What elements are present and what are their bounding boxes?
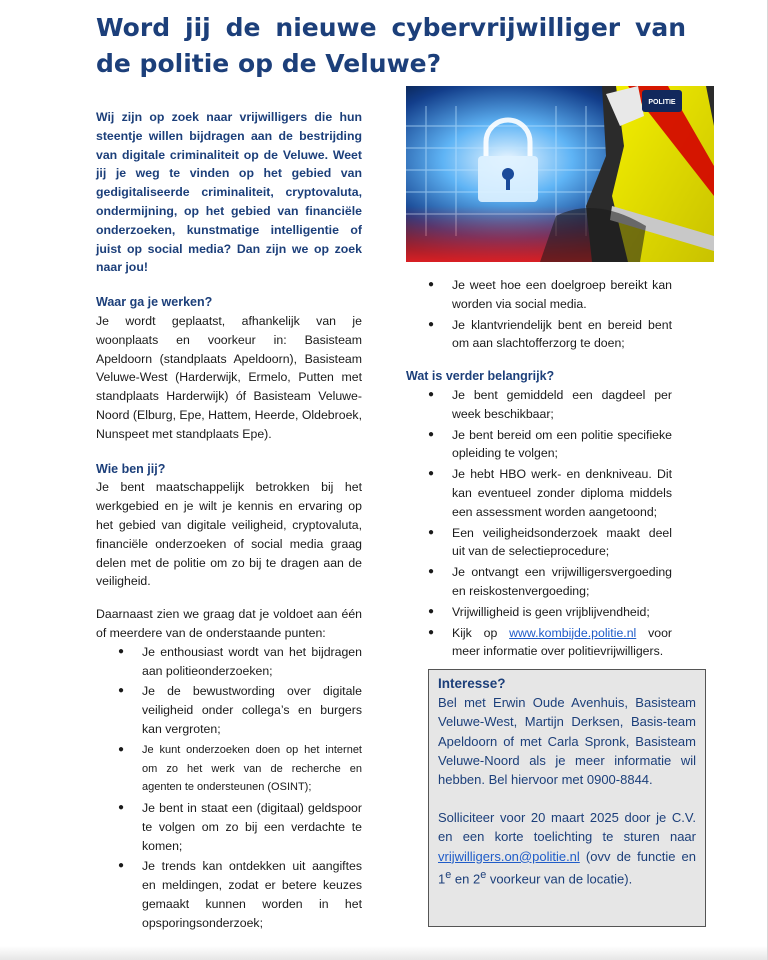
bullet-icon: ● xyxy=(118,860,125,872)
interest-text: Bel met Erwin Oude Avenhuis, Basisteam Veluwe-West, Martijn Derksen, Basis-team Apeldoorn of met Carla Spronk, Basisteam Veluwe-Noord als je meer informatie wil hebben. Bel hiervoor met 0900-8844. xyxy=(438,695,696,788)
bullet-icon: ● xyxy=(118,645,125,657)
interest-box xyxy=(428,669,706,927)
cyber-police-photo xyxy=(406,86,714,262)
bullet-icon: ● xyxy=(428,318,435,330)
list-item: ● Je enthousiast wordt van het bijdragen aan politieonderzoeken; xyxy=(118,644,362,678)
heading-who: Wie ben jij? xyxy=(96,461,166,476)
bullet-icon: ● xyxy=(428,428,435,440)
who-bullet-list xyxy=(96,643,362,933)
list-item: ● Je bent in staat een (digitaal) geldspoor te volgen om zo bij een verdachte te komen; xyxy=(118,801,362,853)
page-bottom-edge xyxy=(0,946,767,960)
bullet-icon: ● xyxy=(118,743,125,755)
who-text: Je bent maatschappelijk betrokken bij het werkgebied en je wilt je kennis en ervaring op het gebied van digitale veiligheid, cryptovaluta, financiële onderzoeken of social media graag delen met de politie om zo bij te dragen aan de veiligheid. xyxy=(96,480,362,589)
list-item: ● Vrijwilligheid is geen vrijblijvendheid; xyxy=(406,603,672,622)
important-bullet-list xyxy=(406,386,672,661)
bullet-icon: ● xyxy=(428,566,435,578)
who-text-2: Daarnaast zien we graag dat je voldoet aan één of meerdere van de onderstaande punten: xyxy=(96,607,362,640)
heading-important: Wat is verder belangrijk? xyxy=(406,369,555,384)
bullet-icon: ● xyxy=(428,279,435,290)
bullet-icon: ● xyxy=(428,605,435,617)
list-item: ● Je trends kan ontdekken uit aangiftes en meldingen, zodat er betere keuzes gemaakt kunnen worden in het opsporingsonderzoek; xyxy=(118,859,362,930)
bullet-icon: ● xyxy=(428,526,435,538)
intro-text: Wij zijn op zoek naar vrijwilligers die hun steentje willen bijdragen aan de bestrijding van digitale criminaliteit op de Veluwe. Weet jij je weg te vinden op het gebied van gedigitaliseerde criminaliteit, cryptovaluta, ondermijning, op het gebied van financiële onderzoeken, kunstmatige intelligentie of juist op social media? Dan zijn we op zoek naar jou! xyxy=(96,110,362,275)
badge-text: POLITIE xyxy=(648,99,676,106)
who-bullet-list-continued xyxy=(406,276,672,353)
heading-where: Waar ga je werken? xyxy=(96,295,213,310)
list-item: ● Je hebt HBO werk- en denkniveau. Dit kan eventueel zonder diploma middels een assessment worden aangetoond; xyxy=(428,467,672,519)
photo-illustration xyxy=(406,86,714,262)
page-title: Word jij de nieuwe cybervrijwilliger van de politie op de Veluwe? xyxy=(96,13,686,78)
list-item: ● Je kunt onderzoeken doen op het internet om zo het werk van de recherche en agenten te ondersteunen (OSINT); xyxy=(96,741,362,797)
bullet-icon: ● xyxy=(118,685,125,697)
bullet-icon: ● xyxy=(428,388,435,400)
bullet-icon: ● xyxy=(428,468,435,480)
left-column xyxy=(96,108,362,935)
list-item: ● Je de bewustwording over digitale veiligheid onder collega’s en burgers kan vergroten; xyxy=(118,684,362,736)
email-link[interactable]: vrijwilligers.on@politie.nl xyxy=(438,848,580,864)
apply-text: Solliciteer voor 20 maart 2025 door je C.V. en een korte toelichting te sturen naar vrijwilligers.on@politie.nl (ovv de functie en 1e en 2e voorkeur van de locatie). xyxy=(438,810,696,887)
list-item: ● Je weet hoe een doelgroep bereikt kan worden via social media. xyxy=(428,278,672,311)
right-column xyxy=(406,276,672,663)
kombijde-link[interactable]: www.kombijde.politie.nl xyxy=(509,625,637,640)
bullet-icon: ● xyxy=(118,802,125,814)
politie-badge-icon xyxy=(642,90,682,112)
list-item: ● Je bent bereid om een politie specifieke opleiding te volgen; xyxy=(428,427,672,461)
list-item: ● Je klantvriendelijk bent en bereid bent om aan slachtofferzorg te doen; xyxy=(428,317,672,351)
bullet-icon: ● xyxy=(428,626,435,638)
interest-title: Interesse? xyxy=(438,676,506,691)
list-item: ● Je bent gemiddeld een dagdeel per week beschikbaar; xyxy=(428,387,672,421)
list-item: ● Je ontvangt een vrijwilligersvergoeding en reiskostenvergoeding; xyxy=(428,565,672,598)
where-text: Je wordt geplaatst, afhankelijk van je woonplaats en voorkeur in: Basisteam Apeldoorn (standplaats Apeldoorn), Basisteam Veluwe-West (Harderwijk, Ermelo, Putten met standplaats Harderwijk) óf Basisteam Veluwe-Noord (Elburg, Epe, Hattem, Heerde, Oldebroek, Nunspeet met standplaats Epe). xyxy=(96,313,362,441)
list-item: ● Een veiligheidsonderzoek maakt deel uit van de selectieprocedure; xyxy=(428,525,672,559)
list-item: ● Kijk op www.kombijde.politie.nl voor meer informatie over politievrijwilligers. xyxy=(428,625,673,659)
